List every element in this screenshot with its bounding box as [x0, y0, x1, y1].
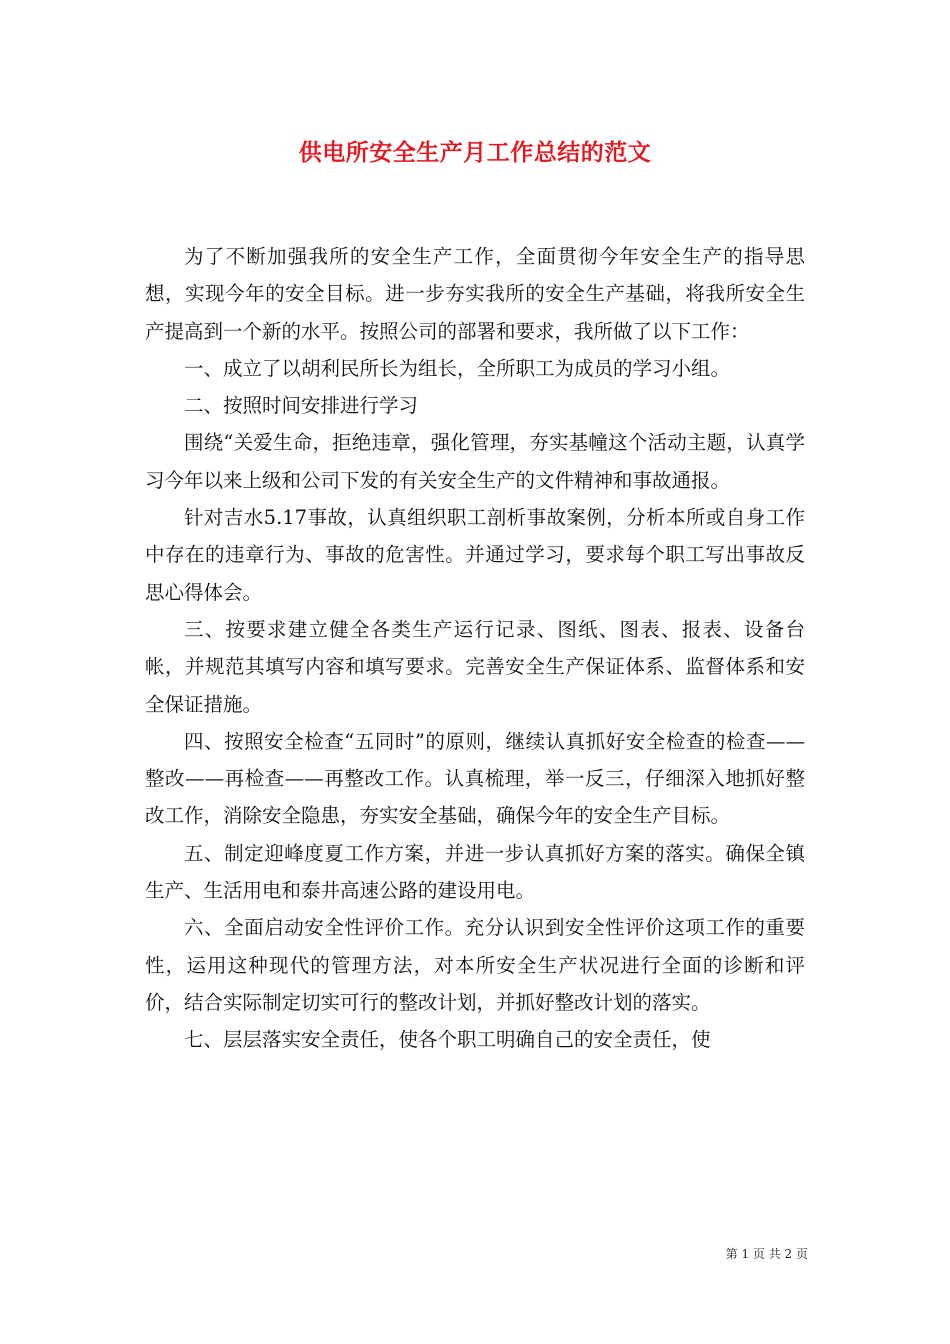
paragraph-item-6: 六、全面启动安全性评价工作。充分认识到安全性评价这项工作的重要性，运用这种现代的管理方法，对本所安全生产状况进行全面的诊断和评价，结合实际制定切实可行的整改计划，并抓好整改计划的落实。 — [145, 916, 805, 1014]
paragraph-item-2: 二、按照时间安排进行学习 — [184, 394, 419, 418]
paragraph-accident-analysis: 针对吉水5.17事故，认真组织职工剖析事故案例，分析本所或自身工作中存在的违章行为、事故的危害性。并通过学习，要求每个职工写出事故反思心得体会。 — [145, 506, 805, 604]
paragraph-item-1: 一、成立了以胡利民所长为组长，全所职工为成员的学习小组。 — [184, 356, 731, 380]
paragraph-item-3: 三、按要求建立健全各类生产运行记录、图纸、图表、报表、设备台帐，并规范其填写内容和填写要求。完善安全生产保证体系、监督体系和安全保证措施。 — [145, 617, 805, 716]
document-body — [145, 238, 805, 1059]
paragraph-item-5: 五、制定迎峰度夏工作方案，并进一步认真抓好方案的落实。确保全镇生产、生活用电和泰井高速公路的建设用电。 — [145, 841, 805, 903]
document-title: 供电所安全生产月工作总结的范文 — [298, 139, 652, 166]
paragraph-item-7: 七、层层落实安全责任，使各个职工明确自己的安全责任，使 — [184, 1028, 711, 1052]
paragraph-item-4: 四、按照安全检查“五同时”的原则，继续认真抓好安全检查的检查——整改——再检查——再整改工作。认真梳理，举一反三，仔细深入地抓好整改工作，消除安全隐患，夯实安全基础，确保今年的安全生产目标。 — [145, 729, 805, 828]
paragraph-intro: 为了不断加强我所的安全生产工作，全面贯彻今年安全生产的指导思想，实现今年的安全目标。进一步夯实我所的安全生产基础，将我所安全生产提高到一个新的水平。按照公司的部署和要求，我所做了以下工作： — [145, 245, 805, 343]
paragraph-study-theme: 围绕“关爱生命，拒绝违章，强化管理，夯实基幢这个活动主题，认真学习今年以来上级和公司下发的有关安全生产的文件精神和事故通报。 — [145, 431, 805, 492]
page-number-footer: 第 1 页 共 2 页 — [725, 1247, 808, 1261]
